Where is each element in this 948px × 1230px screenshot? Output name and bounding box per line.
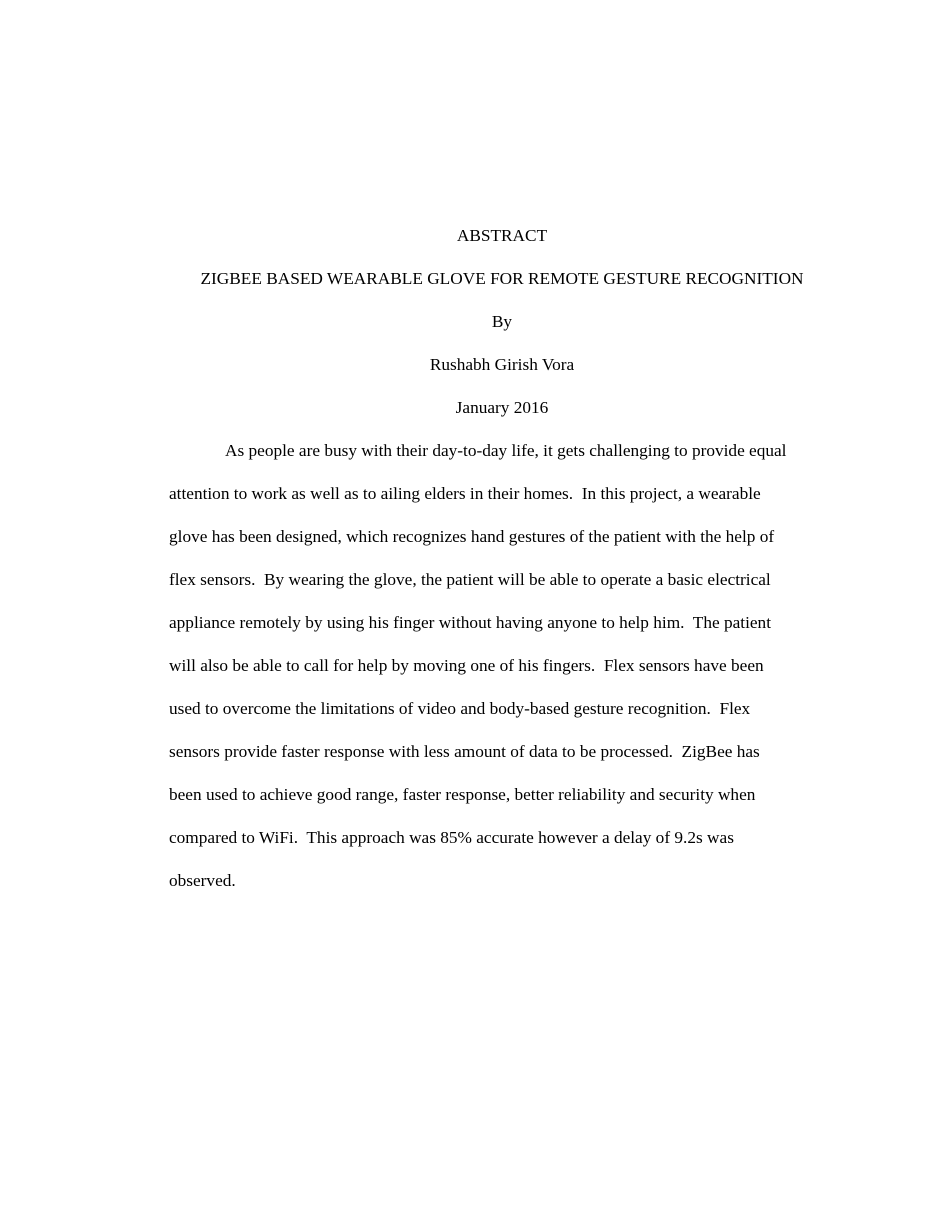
abstract-line: attention to work as well as to ailing elders in their homes. In this project, a wearable	[169, 484, 761, 503]
date-line: January 2016	[455, 398, 549, 417]
abstract-heading: ABSTRACT	[456, 226, 548, 245]
abstract-line: appliance remotely by using his finger without having anyone to help him. The patient	[169, 613, 771, 632]
abstract-line: glove has been designed, which recognizes hand gestures of the patient with the help of	[169, 527, 775, 546]
abstract-line: As people are busy with their day-to-day life, it gets challenging to provide equal	[225, 441, 787, 460]
abstract-line: sensors provide faster response with less amount of data to be processed. ZigBee has	[169, 742, 760, 761]
abstract-line: observed.	[169, 871, 236, 890]
thesis-title: ZIGBEE BASED WEARABLE GLOVE FOR REMOTE GESTURE RECOGNITION	[200, 269, 804, 288]
abstract-line: compared to WiFi. This approach was 85% accurate however a delay of 9.2s was	[169, 828, 734, 847]
abstract-line: will also be able to call for help by moving one of his fingers. Flex sensors have been	[169, 656, 764, 675]
abstract-line: used to overcome the limitations of video and body-based gesture recognition. Flex	[169, 699, 751, 718]
abstract-line: been used to achieve good range, faster response, better reliability and security when	[169, 785, 756, 804]
author-name: Rushabh Girish Vora	[429, 355, 575, 374]
by-label: By	[491, 312, 513, 331]
abstract-line: flex sensors. By wearing the glove, the patient will be able to operate a basic electrical	[169, 570, 771, 589]
